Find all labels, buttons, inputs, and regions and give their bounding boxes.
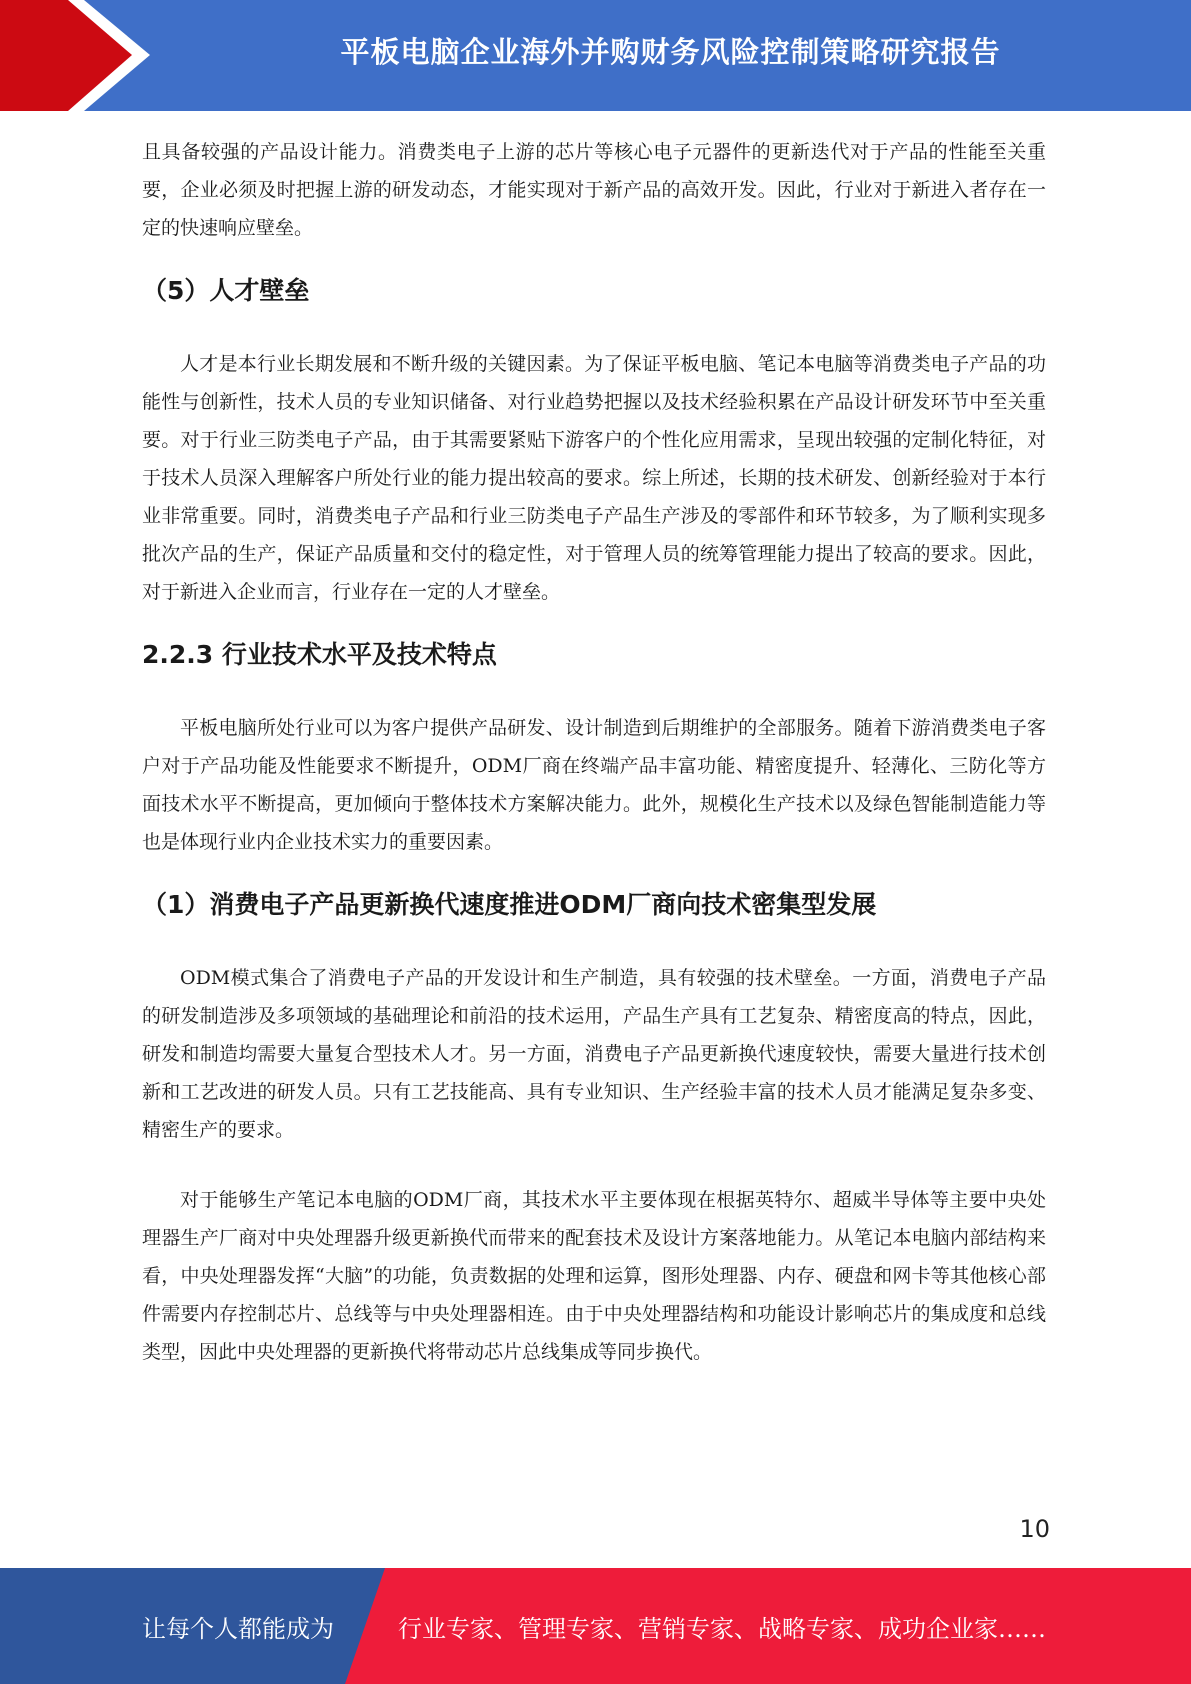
heading-section-2-2-3: 2.2.3 行业技术水平及技术特点: [142, 640, 497, 669]
paragraph-continuation: 且具备较强的产品设计能力。消费类电子上游的芯片等核心电子元器件的更新迭代对于产品的性能至关重要，企业必须及时把握上游的研发动态，才能实现对于新产品的高效开发。因此，行业对于新进入者存在一定的快速响应壁垒。: [142, 141, 1046, 239]
paragraph-talent-barrier: 人才是本行业长期发展和不断升级的关键因素。为了保证平板电脑、笔记本电脑等消费类电子产品的功能性与创新性，技术人员的专业知识储备、对行业趋势把握以及技术经验积累在产品设计研发环节中至关重要。对于行业三防类电子产品，由于其需要紧贴下游客户的个性化应用需求，呈现出较强的定制化特征，对于技术人员深入理解客户所处行业的能力提出较高的要求。综上所述，长期的技术研发、创新经验对于本行业非常重要。同时，消费类电子产品和行业三防类电子产品生产涉及的零部件和环节较多，为了顺利实现多批次产品的生产，保证产品质量和交付的稳定性，对于管理人员的统筹管理能力提出了较高的要求。因此，对于新进入企业而言，行业存在一定的人才壁垒。: [142, 353, 1046, 603]
page-header: [0, 0, 1191, 111]
footer-slogan-left: 让每个人都能成为: [142, 1614, 334, 1643]
heading-odm-tech-intensive: （1）消费电子产品更新换代速度推进ODM厂商向技术密集型发展: [142, 890, 877, 919]
paragraph-technology-level: 平板电脑所处行业可以为客户提供产品研发、设计制造到后期维护的全部服务。随着下游消费类电子客户对于产品功能及性能要求不断提升，ODM厂商在终端产品丰富功能、精密度提升、轻薄化、三防化等方面技术水平不断提高，更加倾向于整体技术方案解决能力。此外，规模化生产技术以及绿色智能制造能力等也是体现行业内企业技术实力的重要因素。: [142, 717, 1046, 853]
page-footer: [0, 1568, 1191, 1684]
paragraph-notebook-odm: 对于能够生产笔记本电脑的ODM厂商，其技术水平主要体现在根据英特尔、超威半导体等主要中央处理器生产厂商对中央处理器升级更新换代而带来的配套技术及设计方案落地能力。从笔记本电脑内部结构来看，中央处理器发挥“大脑”的功能，负责数据的处理和运算，图形处理器、内存、硬盘和网卡等其他核心部件需要内存控制芯片、总线等与中央处理器相连。由于中央处理器结构和功能设计影响芯片的集成度和总线类型，因此中央处理器的更新换代将带动芯片总线集成等同步换代。: [142, 1189, 1046, 1363]
heading-talent-barrier: （5）人才壁垒: [142, 276, 310, 305]
paragraph-odm-model: ODM模式集合了消费电子产品的开发设计和生产制造，具有较强的技术壁垒。一方面，消费电子产品的研发制造涉及多项领域的基础理论和前沿的技术运用，产品生产具有工艺复杂、精密度高的特点，因此，研发和制造均需要大量复合型技术人才。另一方面，消费电子产品更新换代速度较快，需要大量进行技术创新和工艺改进的研发人员。只有工艺技能高、具有专业知识、生产经验丰富的技术人员才能满足复杂多变、精密生产的要求。: [142, 967, 1046, 1141]
header-title: 平板电脑企业海外并购财务风险控制策略研究报告: [340, 34, 1001, 69]
page-number: 10: [1019, 1515, 1050, 1543]
document-body: [142, 133, 1046, 1371]
footer-slogan-right: 行业专家、管理专家、营销专家、战略专家、成功企业家……: [398, 1614, 1046, 1643]
